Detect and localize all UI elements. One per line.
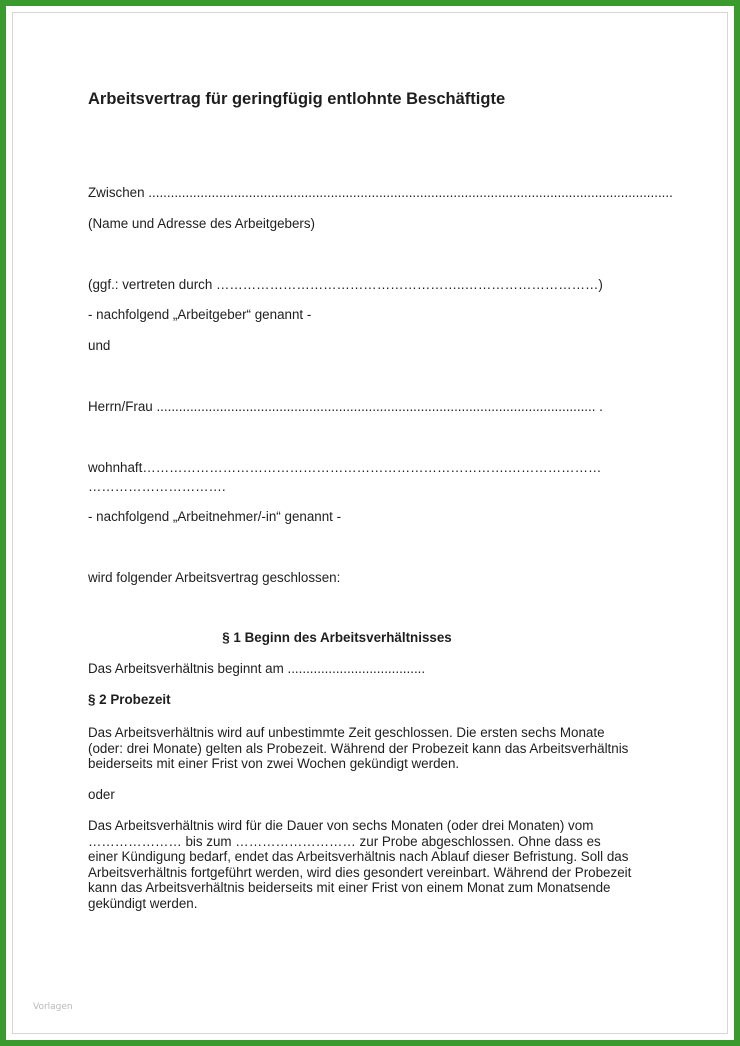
employee-line: Herrn/Frau ...................................................................................................................... . bbox=[88, 399, 603, 414]
employer-designation: - nachfolgend „Arbeitgeber“ genannt - bbox=[88, 307, 312, 322]
between-line: Zwischen ............................................................................................................................................. bbox=[88, 185, 673, 200]
paragraph-line: Das Arbeitsverhältnis wird auf unbestimmte Zeit geschlossen. Die ersten sechs Monate bbox=[88, 725, 605, 740]
and-text: und bbox=[88, 338, 111, 353]
section-2-heading: § 2 Probezeit bbox=[88, 692, 171, 707]
employer-name-hint: (Name und Adresse des Arbeitgebers) bbox=[88, 216, 316, 231]
residence-line-1: wohnhaft……………………………………………………………………….………………… bbox=[88, 460, 602, 475]
contract-concluded-text: wird folgender Arbeitsvertrag geschlossen: bbox=[88, 570, 341, 585]
section-1-heading: § 1 Beginn des Arbeitsverhältnisses bbox=[222, 630, 452, 645]
document-title: Arbeitsvertrag für geringfügig entlohnte Beschäftigte bbox=[88, 90, 506, 108]
section-1-text: Das Arbeitsverhältnis beginnt am ..................................... bbox=[88, 661, 426, 676]
section-2-paragraph-2 bbox=[88, 818, 654, 911]
paragraph-line: gekündigt werden. bbox=[88, 895, 198, 911]
residence-line-2: …………………………. bbox=[88, 479, 226, 494]
employee-designation: - nachfolgend „Arbeitnehmer/-in“ genannt - bbox=[88, 509, 342, 524]
or-text: oder bbox=[88, 787, 115, 802]
paragraph-line: ………………… bis zum ……………………… zur Probe abgeschlossen. Ohne dass es bbox=[88, 833, 601, 849]
section-2-paragraph-1 bbox=[88, 725, 654, 772]
paragraph-line: einer Kündigung bedarf, endet das Arbeitsverhältnis nach Ablauf dieser Befristung. Soll das bbox=[88, 849, 629, 864]
paragraph-line: Arbeitsverhältnis fortgeführt werden, wird dies gesondert vereinbart. Während der Probezeit bbox=[88, 864, 632, 880]
paragraph-line: Das Arbeitsverhältnis wird für die Dauer von sechs Monaten (oder drei Monaten) vom bbox=[88, 818, 594, 833]
paragraph-line: (oder: drei Monate) gelten als Probezeit. Während der Probezeit kann das Arbeitsverhältnis bbox=[88, 740, 629, 756]
paragraph-line: beiderseits mit einer Frist von zwei Wochen gekündigt werden. bbox=[88, 756, 460, 771]
paragraph-line: kann das Arbeitsverhältnis beiderseits mit einer Frist von einem Monat zum Monatsende bbox=[88, 880, 611, 895]
represented-by-line: (ggf.: vertreten durch ………………………………………………..…………………………) bbox=[88, 277, 603, 292]
watermark-text: Vorlagen bbox=[33, 1002, 73, 1012]
